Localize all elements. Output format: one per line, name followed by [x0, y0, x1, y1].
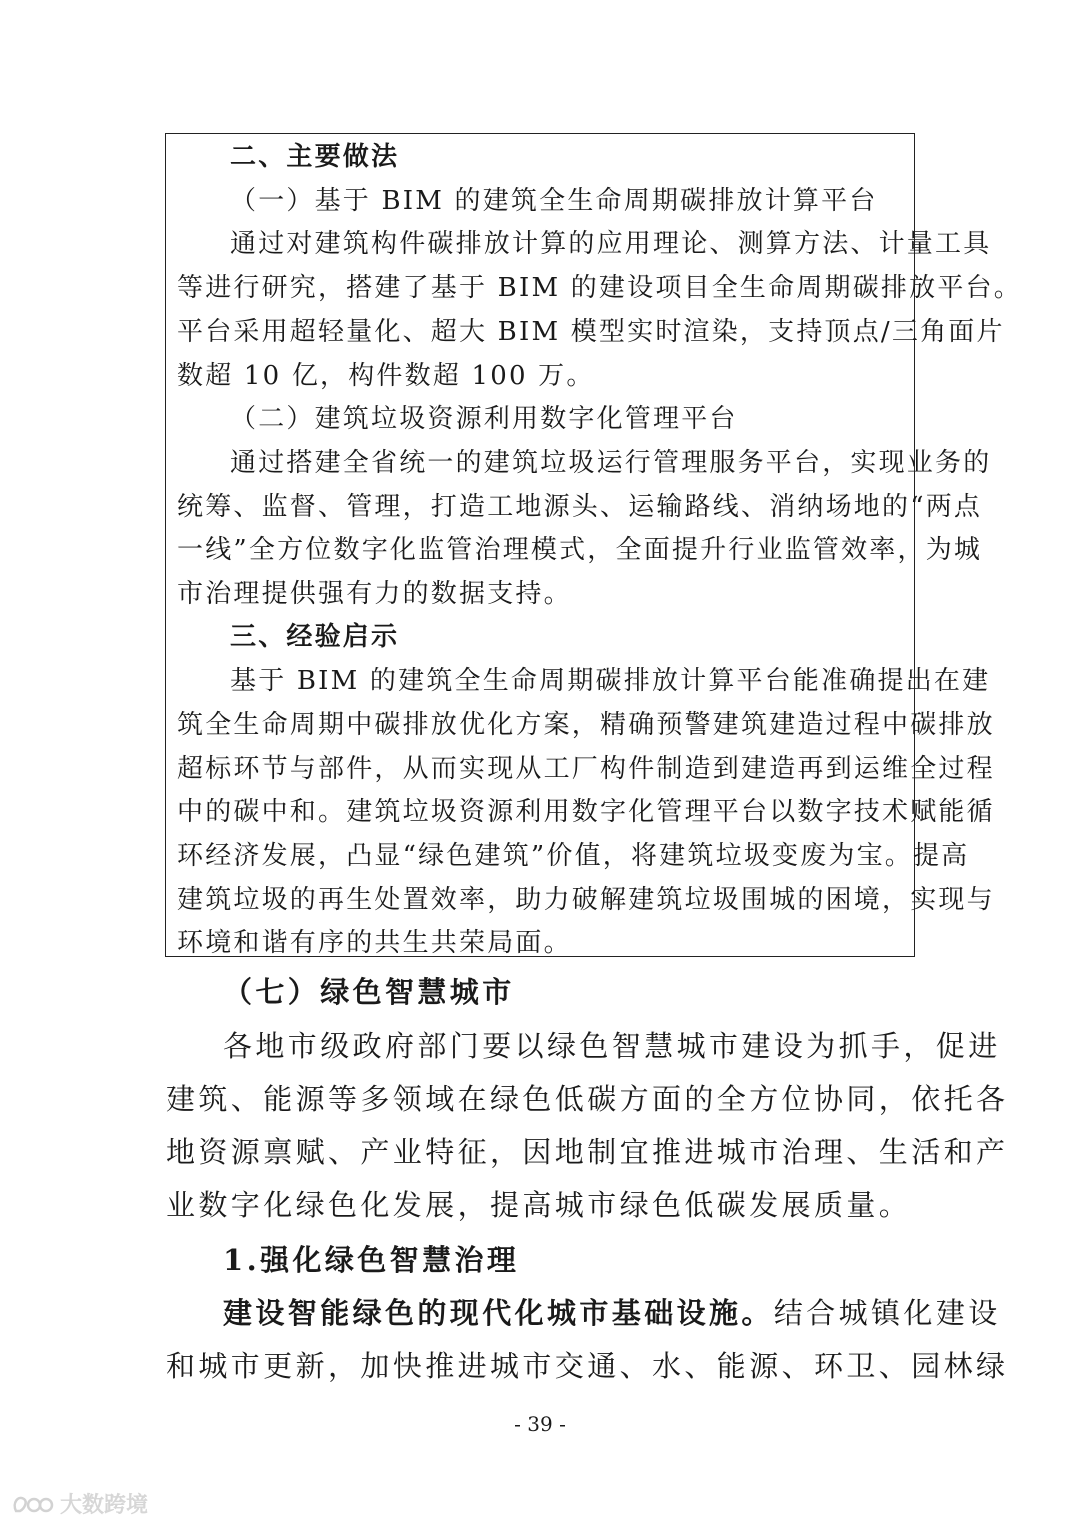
body-text-line: [223, 1296, 1001, 1330]
brand-logo-icon: [10, 1491, 54, 1517]
box-text-line: 平台采用超轻量化、超大 BIM 模型实时渲染，支持顶点/三角面片: [177, 317, 1005, 347]
box-text-line: 基于 BIM 的建筑全生命周期碳排放计算平台能准确提出在建: [230, 666, 991, 696]
box-text-line: 通过搭建全省统一的建筑垃圾运行管理服务平台，实现业务的: [230, 448, 992, 478]
page-number: - 39 -: [514, 1412, 566, 1436]
box-text-line: 环境和谐有序的共生共荣局面。: [177, 928, 572, 958]
watermark: [10, 1488, 148, 1519]
box-text-line: 环经济发展，凸显“绿色建筑”价值，将建筑垃圾变废为宝。提高: [177, 841, 970, 871]
body-text-line: 和城市更新，加快推进城市交通、水、能源、环卫、园林绿: [166, 1349, 1009, 1383]
body-text-line: 建筑、能源等多领域在绿色低碳方面的全方位协同，依托各: [166, 1082, 1009, 1116]
box-text-line: 超标环节与部件，从而实现从工厂构件制造到建造再到运维全过程: [177, 754, 995, 784]
box-subheading-2: （二）建筑垃圾资源利用数字化管理平台: [230, 404, 738, 434]
box-heading-lessons: 三、经验启示: [230, 622, 400, 652]
box-text-line: 数超 10 亿，构件数超 100 万。: [177, 361, 595, 391]
body-text-line: 地资源禀赋、产业特征，因地制宜推进城市治理、生活和产: [166, 1135, 1009, 1169]
box-heading-practices: 二、主要做法: [230, 142, 400, 172]
box-text-line: 市治理提供强有力的数据支持。: [177, 579, 572, 609]
box-text-line: 筑全生命周期中碳排放优化方案，精确预警建筑建造过程中碳排放: [177, 710, 995, 740]
body-text-line: 业数字化绿色化发展，提高城市绿色低碳发展质量。: [166, 1188, 912, 1222]
watermark-text: 大数跨境: [60, 1493, 149, 1518]
lead-bold-text: 建设智能绿色的现代化城市基础设施。: [223, 1296, 774, 1330]
body-text-line: 各地市级政府部门要以绿色智慧城市建设为抓手，促进: [223, 1029, 1001, 1063]
lead-rest-text: 结合城镇化建设: [773, 1296, 1001, 1330]
box-subheading-1: （一）基于 BIM 的建筑全生命周期碳排放计算平台: [230, 186, 878, 216]
section-title: （七）绿色智慧城市: [223, 975, 515, 1009]
box-text-line: 中的碳中和。建筑垃圾资源利用数字化管理平台以数字技术赋能循: [177, 797, 995, 827]
subsection-title: 1.强化绿色智慧治理: [223, 1243, 520, 1277]
box-text-line: 一线”全方位数字化监管治理模式，全面提升行业监管效率，为城: [177, 535, 983, 565]
box-text-line: 通过对建筑构件碳排放计算的应用理论、测算方法、计量工具: [230, 229, 992, 259]
box-text-line: 建筑垃圾的再生处置效率，助力破解建筑垃圾围城的困境，实现与: [177, 885, 995, 915]
box-text-line: 等进行研究，搭建了基于 BIM 的建设项目全生命周期碳排放平台。: [177, 273, 1022, 303]
box-text-line: 统筹、监督、管理，打造工地源头、运输路线、消纳场地的“两点: [177, 492, 983, 522]
